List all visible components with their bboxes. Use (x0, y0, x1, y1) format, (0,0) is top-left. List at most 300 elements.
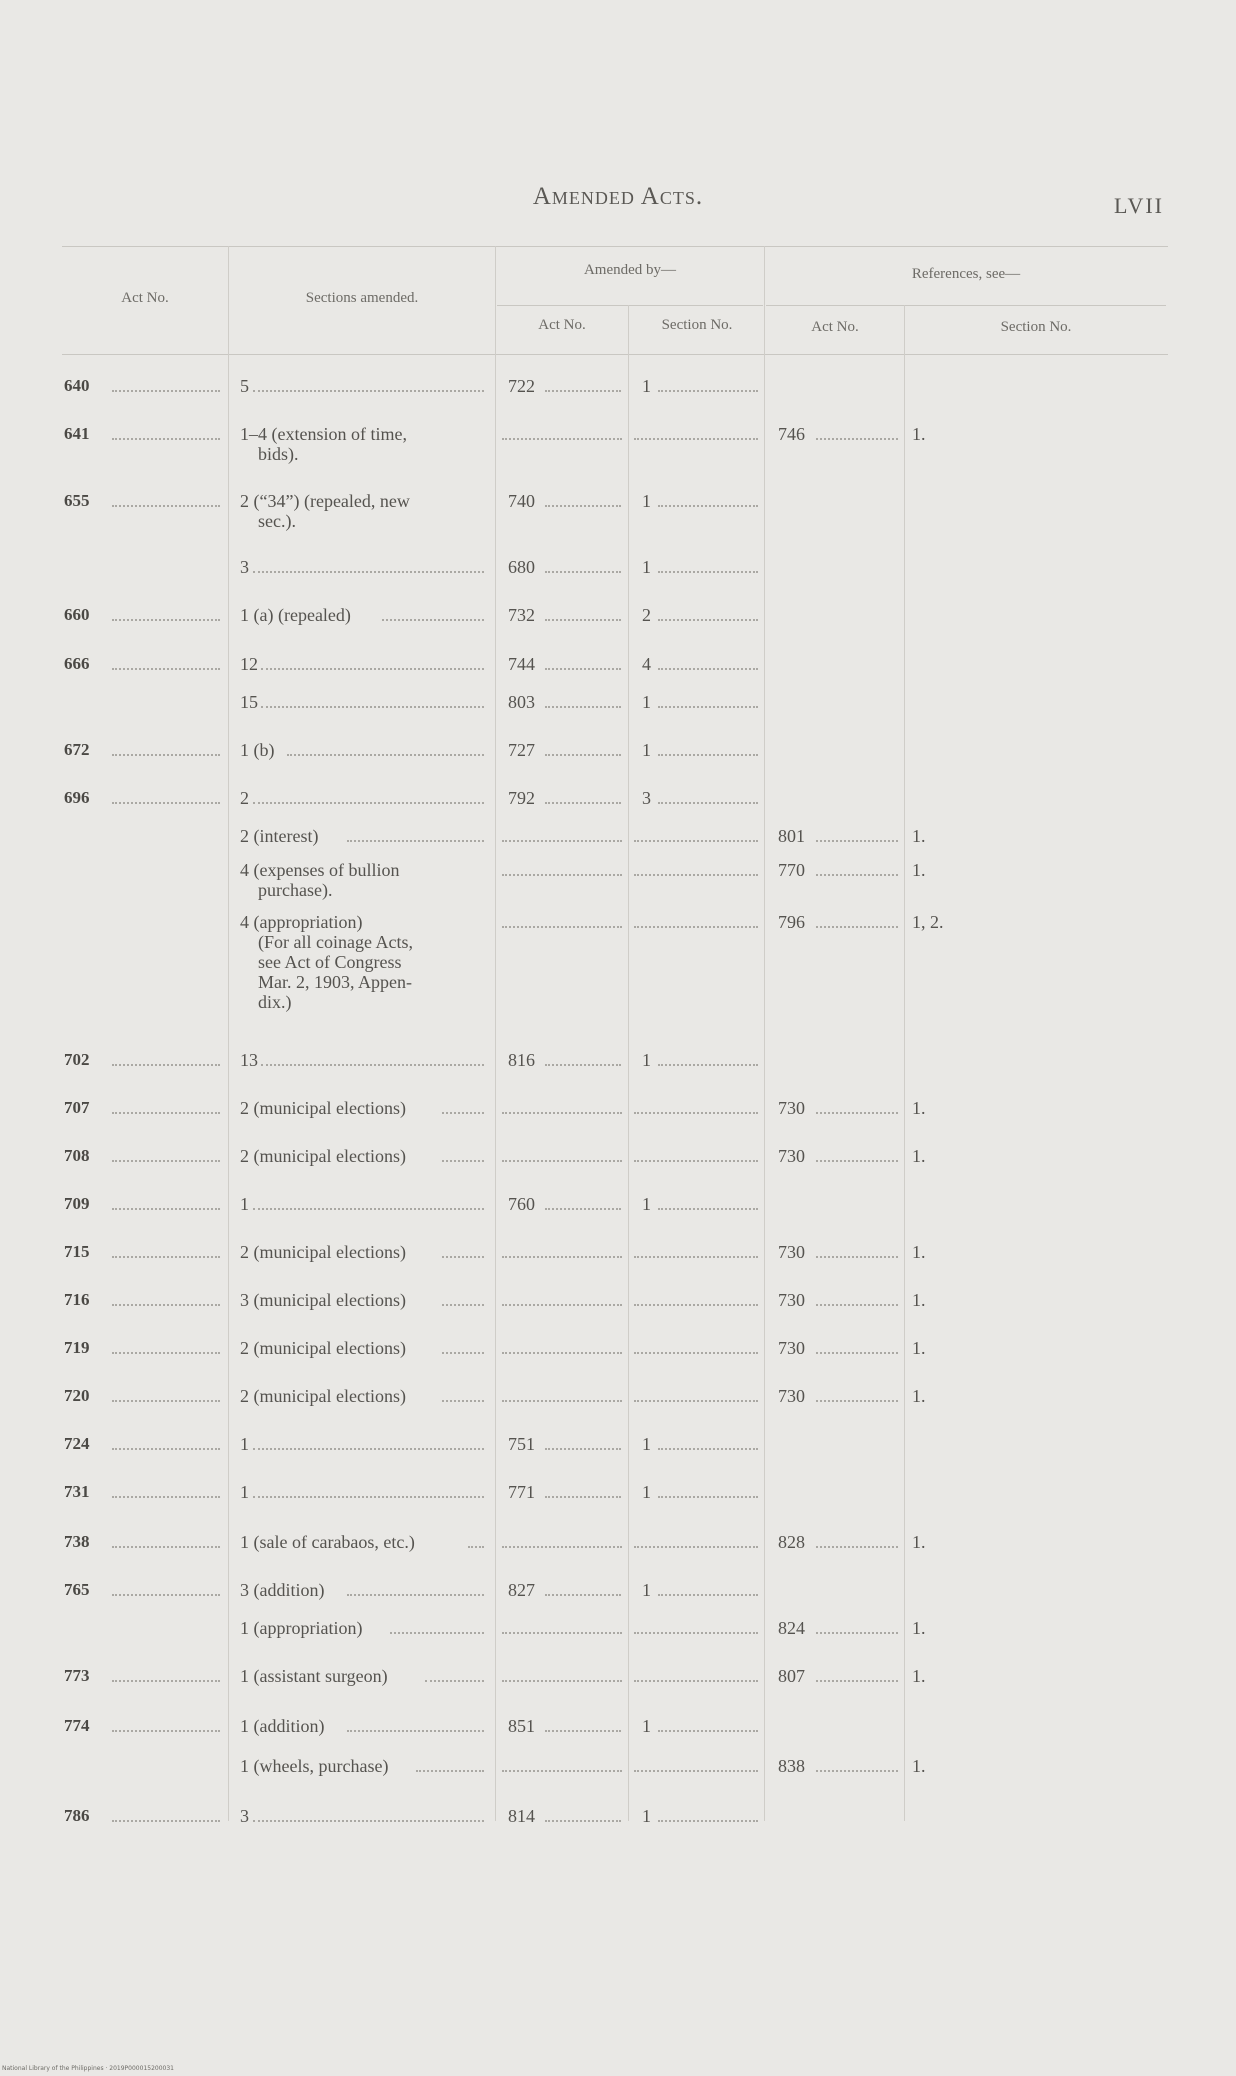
leader-dots (112, 1730, 220, 1732)
leader-dots (112, 1064, 220, 1066)
amended-by-act-no: 751 (508, 1434, 535, 1454)
table-row (0, 1806, 1236, 1846)
reference-section-no: 1. (912, 860, 926, 880)
table-row (0, 1242, 1236, 1282)
sections-amended (240, 912, 490, 1012)
reference-act-no: 730 (778, 1290, 805, 1310)
leader-dots (658, 1064, 758, 1066)
sections-amended-continuation: purchase). (258, 880, 333, 900)
amended-by-act-no: 827 (508, 1580, 535, 1600)
reference-act-no: 730 (778, 1146, 805, 1166)
sections-amended (240, 654, 490, 674)
amended-by-section-no: 3 (642, 788, 651, 808)
reference-act-no: 801 (778, 826, 805, 846)
sections-amended-continuation: bids). (258, 444, 299, 464)
reference-section-no: 1. (912, 1756, 926, 1776)
leader-dots (502, 1400, 622, 1402)
leader-dots (816, 1112, 898, 1114)
sections-amended-text: 1 (addition) (240, 1716, 325, 1736)
sections-amended (240, 1386, 490, 1406)
table-row (0, 1434, 1236, 1474)
sections-amended (240, 1716, 490, 1736)
table-row (0, 1580, 1236, 1620)
leader-dots (658, 1730, 758, 1732)
sections-amended-text: 2 (municipal elections) (240, 1098, 406, 1118)
reference-section-no: 1. (912, 826, 926, 846)
act-number: 786 (64, 1806, 90, 1825)
act-number: 672 (64, 740, 90, 759)
leader-dots (112, 1546, 220, 1548)
amended-by-section-no: 1 (642, 1194, 651, 1214)
sections-amended-text: 2 (municipal elections) (240, 1338, 406, 1358)
sections-amended-text: 1 (240, 1434, 249, 1454)
sections-amended-text: 4 (expenses of bullion (240, 860, 400, 880)
sections-amended-text: 3 (municipal elections) (240, 1290, 406, 1310)
leader-dots (634, 840, 758, 842)
leader-dots (253, 1448, 484, 1450)
leader-dots (658, 1448, 758, 1450)
reference-section-no: 1, 2. (912, 912, 944, 932)
reference-section-no: 1. (912, 424, 926, 444)
leader-dots (545, 390, 621, 392)
leader-dots (545, 802, 621, 804)
sections-amended (240, 1532, 490, 1552)
leader-dots (816, 1546, 898, 1548)
leader-dots (634, 1352, 758, 1354)
leader-dots (442, 1256, 484, 1258)
header-ref-section-no: Section No. (1000, 319, 1072, 335)
reference-act-no: 746 (778, 424, 805, 444)
amended-by-section-no: 1 (642, 740, 651, 760)
reference-act-no: 838 (778, 1756, 805, 1776)
sections-amended-text: 2 (interest) (240, 826, 319, 846)
header-ref-act-no: Act No. (811, 319, 859, 335)
amended-by-section-no: 1 (642, 692, 651, 712)
leader-dots (634, 1304, 758, 1306)
amended-by-act-no: 760 (508, 1194, 535, 1214)
leader-dots (390, 1632, 484, 1634)
leader-dots (253, 1208, 484, 1210)
sections-amended-note: (For all coinage Acts, (258, 932, 413, 952)
act-number: 696 (64, 788, 90, 807)
leader-dots (658, 754, 758, 756)
sections-amended (240, 1098, 490, 1118)
sections-amended-text: 2 (“34”) (repealed, new (240, 491, 410, 511)
act-number: 660 (64, 605, 90, 624)
leader-dots (287, 754, 484, 756)
leader-dots (347, 1730, 484, 1732)
leader-dots (442, 1352, 484, 1354)
leader-dots (816, 926, 898, 928)
act-number: 716 (64, 1290, 90, 1309)
reference-act-no: 770 (778, 860, 805, 880)
amended-by-underline (497, 305, 763, 306)
table-row (0, 788, 1236, 828)
act-number: 709 (64, 1194, 90, 1213)
header-references: References, see— (911, 266, 1021, 282)
sections-amended-text: 1 (240, 1194, 249, 1214)
sections-amended-text: 1 (assistant surgeon) (240, 1666, 388, 1686)
leader-dots (253, 1820, 484, 1822)
sections-amended (240, 1756, 490, 1776)
leader-dots (658, 571, 758, 573)
leader-dots (112, 1496, 220, 1498)
sections-amended (240, 860, 490, 900)
leader-dots (634, 1112, 758, 1114)
amended-by-section-no: 1 (642, 1050, 651, 1070)
amended-by-section-no: 2 (642, 605, 651, 625)
leader-dots (634, 1546, 758, 1548)
sections-amended-text: 3 (240, 1806, 249, 1826)
table-row (0, 1050, 1236, 1090)
sections-amended (240, 1146, 490, 1166)
sections-amended-text: 13 (240, 1050, 258, 1070)
amended-by-section-no: 4 (642, 654, 651, 674)
leader-dots (112, 802, 220, 804)
leader-dots (634, 1770, 758, 1772)
reference-section-no: 1. (912, 1618, 926, 1638)
table-row (0, 860, 1236, 900)
leader-dots (545, 706, 621, 708)
sections-amended-text: 1 (appropriation) (240, 1618, 363, 1638)
header-amended-act-no: Act No. (538, 317, 586, 333)
leader-dots (816, 1256, 898, 1258)
sections-amended (240, 376, 490, 396)
header-act-no: Act No. (121, 290, 169, 306)
sections-amended-text: 2 (municipal elections) (240, 1386, 406, 1406)
reference-act-no: 824 (778, 1618, 805, 1638)
leader-dots (502, 1546, 622, 1548)
table-row (0, 1666, 1236, 1706)
table-row (0, 605, 1236, 645)
leader-dots (634, 1632, 758, 1634)
reference-section-no: 1. (912, 1146, 926, 1166)
sections-amended-text: 1 (a) (repealed) (240, 605, 351, 625)
table-row (0, 491, 1236, 531)
leader-dots (112, 619, 220, 621)
leader-dots (253, 390, 484, 392)
sections-amended-text: 15 (240, 692, 258, 712)
amended-by-section-no: 1 (642, 557, 651, 577)
table-row (0, 654, 1236, 694)
header-sections-amended: Sections amended. (305, 290, 419, 306)
leader-dots (502, 1160, 622, 1162)
leader-dots (253, 1496, 484, 1498)
act-number: 641 (64, 424, 90, 443)
reference-act-no: 828 (778, 1532, 805, 1552)
amended-by-section-no: 1 (642, 376, 651, 396)
sections-amended-text: 4 (appropriation) (240, 912, 363, 932)
leader-dots (658, 619, 758, 621)
leader-dots (816, 1400, 898, 1402)
sections-amended-note: dix.) (258, 992, 292, 1012)
sections-amended (240, 1242, 490, 1262)
leader-dots (634, 1680, 758, 1682)
reference-act-no: 730 (778, 1338, 805, 1358)
leader-dots (442, 1304, 484, 1306)
table-row (0, 1386, 1236, 1426)
leader-dots (816, 1770, 898, 1772)
amended-by-section-no: 1 (642, 1482, 651, 1502)
leader-dots (425, 1680, 484, 1682)
leader-dots (502, 926, 622, 928)
leader-dots (502, 1352, 622, 1354)
leader-dots (545, 1496, 621, 1498)
table-row (0, 692, 1236, 732)
sections-amended-text: 1 (sale of carabaos, etc.) (240, 1532, 415, 1552)
act-number: 724 (64, 1434, 90, 1453)
leader-dots (545, 619, 621, 621)
amended-by-act-no: 851 (508, 1716, 535, 1736)
sections-amended (240, 1618, 490, 1638)
sections-amended-text: 12 (240, 654, 258, 674)
leader-dots (502, 874, 622, 876)
sections-amended (240, 605, 490, 625)
sections-amended (240, 788, 490, 808)
sections-amended-text: 5 (240, 376, 249, 396)
amended-by-act-no: 816 (508, 1050, 535, 1070)
leader-dots (502, 1256, 622, 1258)
sections-amended-text: 1 (240, 1482, 249, 1502)
amended-by-section-no: 1 (642, 1434, 651, 1454)
leader-dots (112, 1400, 220, 1402)
table-row (0, 1098, 1236, 1138)
amended-by-act-no: 771 (508, 1482, 535, 1502)
leader-dots (261, 1064, 484, 1066)
reference-section-no: 1. (912, 1338, 926, 1358)
leader-dots (816, 1160, 898, 1162)
sections-amended (240, 1666, 490, 1686)
leader-dots (634, 1400, 758, 1402)
leader-dots (634, 1256, 758, 1258)
act-number: 655 (64, 491, 90, 510)
leader-dots (468, 1546, 484, 1548)
leader-dots (658, 706, 758, 708)
act-number: 720 (64, 1386, 90, 1405)
leader-dots (112, 1208, 220, 1210)
leader-dots (545, 505, 621, 507)
page-title: Amended Acts. (532, 183, 704, 210)
reference-section-no: 1. (912, 1666, 926, 1686)
leader-dots (261, 706, 484, 708)
sections-amended (240, 740, 490, 760)
sections-amended-text: 3 (addition) (240, 1580, 325, 1600)
sections-amended (240, 1806, 490, 1826)
sections-amended-text: 2 (municipal elections) (240, 1146, 406, 1166)
reference-section-no: 1. (912, 1242, 926, 1262)
amended-by-act-no: 814 (508, 1806, 535, 1826)
sections-amended-note: Mar. 2, 1903, Appen- (258, 972, 412, 992)
leader-dots (261, 668, 484, 670)
leader-dots (502, 1304, 622, 1306)
leader-dots (634, 926, 758, 928)
table-row (0, 1146, 1236, 1186)
leader-dots (545, 1208, 621, 1210)
table-row (0, 1194, 1236, 1234)
reference-act-no: 730 (778, 1242, 805, 1262)
leader-dots (816, 1304, 898, 1306)
leader-dots (442, 1400, 484, 1402)
sections-amended-text: 2 (municipal elections) (240, 1242, 406, 1262)
sections-amended (240, 557, 490, 577)
leader-dots (634, 874, 758, 876)
reference-act-no: 796 (778, 912, 805, 932)
sections-amended-text: 1 (b) (240, 740, 275, 760)
leader-dots (502, 1112, 622, 1114)
amended-by-act-no: 740 (508, 491, 535, 511)
table-row (0, 557, 1236, 597)
table-row (0, 1290, 1236, 1330)
table-row (0, 1482, 1236, 1522)
leader-dots (112, 1304, 220, 1306)
sections-amended-text: 2 (240, 788, 249, 808)
act-number: 707 (64, 1098, 90, 1117)
act-number: 765 (64, 1580, 90, 1599)
amended-by-act-no: 727 (508, 740, 535, 760)
leader-dots (382, 619, 484, 621)
leader-dots (658, 802, 758, 804)
leader-dots (816, 1680, 898, 1682)
table-row (0, 912, 1236, 1012)
reference-section-no: 1. (912, 1290, 926, 1310)
leader-dots (112, 754, 220, 756)
leader-dots (658, 390, 758, 392)
reference-act-no: 807 (778, 1666, 805, 1686)
leader-dots (816, 874, 898, 876)
sections-amended-continuation: sec.). (258, 511, 296, 531)
leader-dots (112, 1112, 220, 1114)
table-row (0, 1338, 1236, 1378)
sections-amended-text: 1 (wheels, purchase) (240, 1756, 389, 1776)
act-number: 640 (64, 376, 90, 395)
leader-dots (545, 1064, 621, 1066)
leader-dots (253, 802, 484, 804)
act-number: 708 (64, 1146, 90, 1165)
leader-dots (816, 1352, 898, 1354)
leader-dots (502, 1680, 622, 1682)
leader-dots (442, 1112, 484, 1114)
leader-dots (112, 1820, 220, 1822)
leader-dots (347, 1594, 484, 1596)
leader-dots (112, 438, 220, 440)
amended-by-section-no: 1 (642, 491, 651, 511)
leader-dots (545, 754, 621, 756)
header-amended-by: Amended by— (583, 262, 677, 278)
amended-by-act-no: 680 (508, 557, 535, 577)
sections-amended (240, 826, 490, 846)
sections-amended (240, 692, 490, 712)
leader-dots (502, 438, 622, 440)
leader-dots (253, 571, 484, 573)
leader-dots (112, 1160, 220, 1162)
sections-amended (240, 1580, 490, 1600)
act-number: 666 (64, 654, 90, 673)
leader-dots (545, 1820, 621, 1822)
amended-by-section-no: 1 (642, 1580, 651, 1600)
sections-amended (240, 1194, 490, 1214)
sections-amended (240, 1434, 490, 1454)
sections-amended (240, 424, 490, 464)
amended-by-act-no: 792 (508, 788, 535, 808)
leader-dots (502, 1632, 622, 1634)
leader-dots (545, 1448, 621, 1450)
leader-dots (658, 505, 758, 507)
leader-dots (112, 668, 220, 670)
leader-dots (347, 840, 484, 842)
table-row (0, 424, 1236, 464)
sections-amended (240, 1050, 490, 1070)
amended-by-act-no: 803 (508, 692, 535, 712)
leader-dots (112, 390, 220, 392)
leader-dots (545, 1730, 621, 1732)
amended-by-act-no: 722 (508, 376, 535, 396)
leader-dots (658, 1820, 758, 1822)
leader-dots (658, 1208, 758, 1210)
leader-dots (112, 505, 220, 507)
leader-dots (502, 840, 622, 842)
leader-dots (658, 1594, 758, 1596)
act-number: 773 (64, 1666, 90, 1685)
leader-dots (416, 1770, 484, 1772)
footer-source: National Library of the Philippines · 2019P000015200031 (2, 2065, 174, 2072)
act-number: 702 (64, 1050, 90, 1069)
sections-amended-note: see Act of Congress (258, 952, 402, 972)
table-row (0, 1618, 1236, 1658)
sections-amended (240, 491, 490, 531)
header-amended-section-no: Section No. (661, 317, 733, 333)
leader-dots (658, 1496, 758, 1498)
leader-dots (502, 1770, 622, 1772)
leader-dots (816, 438, 898, 440)
references-underline (766, 305, 1166, 306)
sections-amended (240, 1482, 490, 1502)
reference-section-no: 1. (912, 1098, 926, 1118)
sections-amended-text: 3 (240, 557, 249, 577)
leader-dots (112, 1680, 220, 1682)
amended-by-section-no: 1 (642, 1716, 651, 1736)
leader-dots (545, 668, 621, 670)
leader-dots (442, 1160, 484, 1162)
leader-dots (545, 571, 621, 573)
amended-by-act-no: 744 (508, 654, 535, 674)
reference-act-no: 730 (778, 1386, 805, 1406)
leader-dots (112, 1448, 220, 1450)
amended-by-act-no: 732 (508, 605, 535, 625)
leader-dots (816, 840, 898, 842)
sections-amended (240, 1290, 490, 1310)
table-row (0, 1532, 1236, 1572)
leader-dots (112, 1256, 220, 1258)
sections-amended-text: 1–4 (extension of time, (240, 424, 407, 444)
act-number: 738 (64, 1532, 90, 1551)
leader-dots (816, 1632, 898, 1634)
leader-dots (658, 668, 758, 670)
leader-dots (545, 1594, 621, 1596)
act-number: 731 (64, 1482, 90, 1501)
leader-dots (634, 438, 758, 440)
page-number: LVII (1114, 193, 1164, 218)
leader-dots (112, 1352, 220, 1354)
sections-amended (240, 1338, 490, 1358)
table-row (0, 740, 1236, 780)
table-row (0, 376, 1236, 416)
reference-section-no: 1. (912, 1532, 926, 1552)
reference-section-no: 1. (912, 1386, 926, 1406)
act-number: 774 (64, 1716, 90, 1735)
leader-dots (112, 1594, 220, 1596)
act-number: 715 (64, 1242, 90, 1261)
table-row (0, 1756, 1236, 1796)
